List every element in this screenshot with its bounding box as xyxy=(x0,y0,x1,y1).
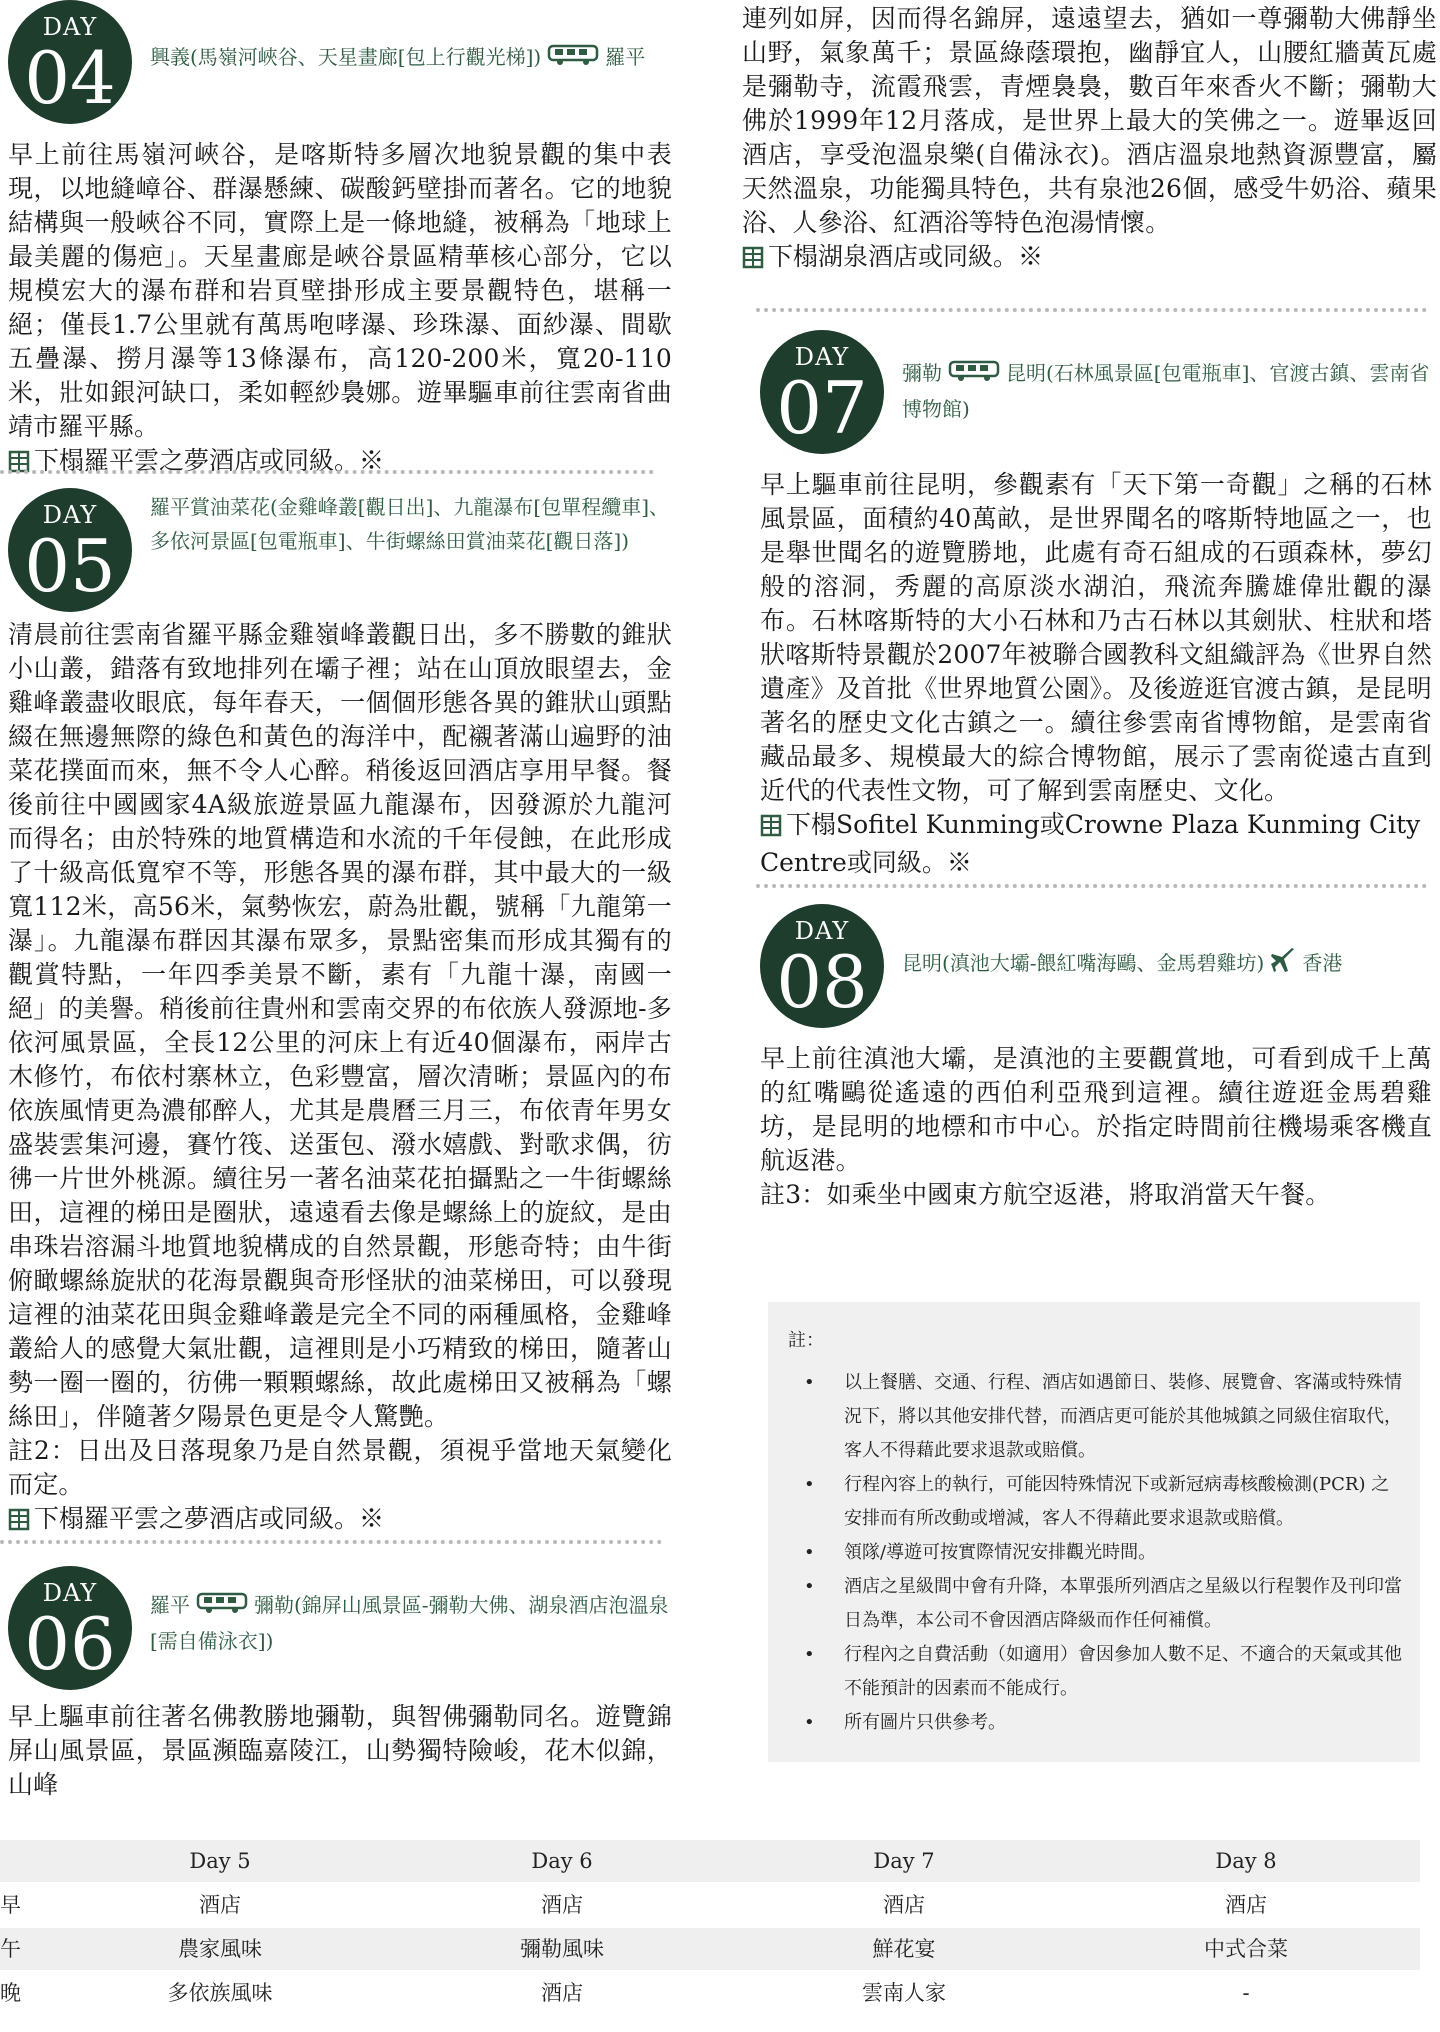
day-badge-label: DAY xyxy=(42,501,98,529)
meals-cell: 酒店 xyxy=(199,1893,241,1917)
day-06-description-part2 xyxy=(742,2,1437,240)
day-08-text: 早上前往滇池大壩，是滇池的主要觀賞地，可看到成千上萬的紅嘴鷗從遙遠的西伯利亞飛到這裡。續往遊逛金馬碧雞坊，是昆明的地標和市中心。於指定時間前往機場乘客機直航返港。 xyxy=(760,1044,1432,1175)
day-04-badge xyxy=(8,0,132,124)
day-07-hotel xyxy=(760,808,1432,880)
meals-row-label: 晚 xyxy=(0,1981,21,2005)
day-07-hotel-text: 下榻Sofitel Kunming或Crowne Plaza Kunming City Centre或同級。※ xyxy=(760,810,1421,877)
day-07-section xyxy=(752,330,1432,880)
day-07-text: 早上驅車前往昆明，參觀素有「天下第一奇觀」之稱的石林風景區，面積約40萬畝，是世界聞名的喀斯特地區之一，也是舉世聞名的遊覽勝地，此處有奇石組成的石頭森林，夢幻般的溶洞，秀麗的高原淡水湖泊，飛流奔騰雄偉壯觀的瀑布。石林喀斯特的大小石林和乃古石林以其劍狀、柱狀和塔狀喀斯特景觀於2007年被聯合國教科文組織評為《世界自然遺產》及首批《世界地質公園》。及後遊逛官渡古鎮，是昆明著名的歷史文化古鎮之一。續往參雲南省博物館，是雲南省藏品最多、規模最大的綜合博物館，展示了雲南從遠古直到近代的代表性文物，可了解到雲南歷史、文化。 xyxy=(760,470,1432,805)
meals-header-cell: Day 8 xyxy=(1215,1849,1277,1873)
day-06-badge xyxy=(8,1566,132,1690)
route-destination: 香港 xyxy=(1302,951,1343,975)
route-origin: 羅平賞油菜花(金雞峰叢[觀日出]、九龍瀑布[包單程纜車]、多依河景區[包電瓶車]、牛街螺絲田賞油菜花[觀日落]) xyxy=(150,495,670,553)
day-08-description xyxy=(760,1042,1432,1212)
day-badge-number: 07 xyxy=(776,366,868,450)
hotel-icon xyxy=(8,448,30,482)
day-05-header xyxy=(0,488,672,618)
meals-row-label: 午 xyxy=(0,1937,21,1961)
day-badge-label: DAY xyxy=(794,917,850,945)
day-badge-label: DAY xyxy=(794,343,850,371)
meals-cell: 鮮花宴 xyxy=(872,1937,936,1961)
day-badge-number: 04 xyxy=(24,36,116,120)
notes-item: • 酒店之星級間中會有升降，本單張所列酒店之星級以行程製作及刊印當日為準，本公司不會因酒店降級而作任何補償。 xyxy=(808,1570,1402,1638)
day-badge-label: DAY xyxy=(42,1579,98,1607)
day-08-badge xyxy=(760,904,884,1028)
meals-cell: 中式合菜 xyxy=(1204,1937,1288,1961)
day-06-description-part1 xyxy=(8,1700,672,1802)
day-04-hotel xyxy=(8,444,672,482)
day-04-hotel-text: 下榻羅平雲之夢酒店或同級。※ xyxy=(34,446,385,475)
day-06-section xyxy=(0,1566,672,1802)
day-07-description xyxy=(760,468,1432,808)
meals-header-cell: Day 6 xyxy=(531,1849,593,1873)
day-08-header xyxy=(752,904,1432,1034)
meals-header-cell: Day 5 xyxy=(189,1849,251,1873)
meals-cell: 彌勒風味 xyxy=(520,1937,604,1961)
day-06-hotel-text: 下榻湖泉酒店或同級。※ xyxy=(768,242,1044,271)
day-04-description xyxy=(8,138,672,444)
day-06-text-right: 連列如屏，因而得名錦屏，遠遠望去，猶如一尊彌勒大佛靜坐山野，氣象萬千；景區綠蔭環抱，幽靜宜人，山腰紅牆黃瓦處是彌勒寺，流霞飛雲，青煙裊裊，數百年來香火不斷；彌勒大佛於1999年12月落成，是世界上最大的笑佛之一。遊畢返回酒店，享受泡溫泉樂(自備泳衣)。酒店溫泉地熱資源豐富，屬天然溫泉，功能獨具特色，共有泉池26個，感受牛奶浴、蘋果浴、人參浴、紅酒浴等特色泡湯情懷。 xyxy=(742,4,1437,237)
day-07-header xyxy=(752,330,1432,460)
airplane-icon xyxy=(1270,947,1296,983)
bus-icon xyxy=(948,358,1000,392)
day-06-header xyxy=(0,1566,672,1696)
day-05-note: 註2：日出及日落現象乃是自然景觀，須視乎當地天氣變化而定。 xyxy=(8,1436,672,1499)
meals-cell: 農家風味 xyxy=(178,1937,262,1961)
route-origin: 羅平 xyxy=(150,1593,190,1617)
meals-header-row xyxy=(0,1840,1420,1882)
notes-item: • 所有圖片只供參考。 xyxy=(808,1706,1402,1740)
day-badge-number: 06 xyxy=(24,1602,116,1686)
meals-row-lunch xyxy=(0,1928,1420,1970)
section-divider xyxy=(756,308,1427,312)
meals-row-label: 早 xyxy=(0,1893,21,1917)
notes-item: • 領隊/導遊可按實際情況安排觀光時間。 xyxy=(808,1536,1402,1570)
route-destination: 羅平 xyxy=(605,45,646,69)
day-04-route xyxy=(150,40,672,76)
day-05-badge xyxy=(8,488,132,612)
hotel-icon xyxy=(760,812,782,846)
bus-icon xyxy=(196,1590,248,1624)
notes-item: • 行程內之自費活動（如適用）會因參加人數不足、不適合的天氣或其他不能預計的因素而不能成行。 xyxy=(808,1638,1402,1706)
day-08-note: 註3：如乘坐中國東方航空返港，將取消當天午餐。 xyxy=(760,1180,1331,1209)
day-08-section xyxy=(752,904,1432,1212)
day-08-route xyxy=(902,946,1432,983)
route-destination: 昆明(石林風景區[包電瓶車]、官渡古鎮、雲南省博物館) xyxy=(902,361,1430,421)
hotel-icon xyxy=(8,1506,30,1540)
hotel-icon xyxy=(742,244,764,278)
notes-list xyxy=(788,1366,1402,1740)
notes-title: 註： xyxy=(788,1330,824,1351)
day-04-text: 早上前往馬嶺河峽谷，是喀斯特多層次地貌景觀的集中表現，以地縫嶂谷、群瀑懸練、碳酸鈣壁掛而著名。它的地貌結構與一般峽谷不同，實際上是一條地縫，被稱為「地球上最美麗的傷疤」。天星畫廊是峽谷景區精華核心部分，它以規模宏大的瀑布群和岩頁壁掛形成主要景觀特色，堪稱一絕；僅長1.7公里就有萬馬咆哮瀑、珍珠瀑、面紗瀑、間歇五疊瀑、撈月瀑等13條瀑布，高120-200米，寬20-110米，壯如銀河缺口，柔如輕紗裊娜。遊畢驅車前往雲南省曲靖市羅平縣。 xyxy=(8,140,672,441)
notes-box xyxy=(768,1302,1420,1762)
meals-cell: - xyxy=(1242,1981,1250,2005)
meals-cell: 多依族風味 xyxy=(167,1981,273,2005)
route-origin: 昆明(滇池大壩-餵紅嘴海鷗、金馬碧雞坊) xyxy=(902,951,1265,975)
day-06-hotel xyxy=(742,240,1437,278)
day-06-route xyxy=(150,1588,672,1658)
day-04-header xyxy=(0,0,672,130)
day-05-description xyxy=(8,618,672,1502)
day-05-hotel xyxy=(8,1502,672,1540)
meals-row-breakfast xyxy=(0,1884,1420,1926)
day-05-section xyxy=(0,488,672,1540)
meals-row-dinner xyxy=(0,1972,1420,2014)
day-badge-number: 08 xyxy=(776,940,868,1024)
meals-cell: 酒店 xyxy=(541,1981,583,2005)
day-05-hotel-text: 下榻羅平雲之夢酒店或同級。※ xyxy=(34,1504,385,1533)
route-origin: 彌勒 xyxy=(902,361,942,385)
day-05-text: 清晨前往雲南省羅平縣金雞嶺峰叢觀日出，多不勝數的錐狀小山叢，錯落有致地排列在壩子裡；站在山頂放眼望去，金雞峰叢盡收眼底，每年春天，一個個形態各異的錐狀山頭點綴在無邊無際的綠色和黃色的海洋中，配襯著滿山遍野的油菜花撲面而來，無不令人心醉。稍後返回酒店享用早餐。餐後前往中國國家4A級旅遊景區九龍瀑布，因發源於九龍河而得名；由於特殊的地質構造和水流的千年侵蝕，在此形成了十級高低寬窄不等，形態各異的瀑布群，其中最大的一級寬112米，高56米，氣勢恢宏，蔚為壯觀，號稱「九龍第一瀑」。九龍瀑布群因其瀑布眾多，景點密集而形成其獨有的觀賞特點，一年四季美景不斷，素有「九龍十瀑，南國一絕」的美譽。稍後前往貴州和雲南交界的布依族人發源地-多依河風景區，全長12公里的河床上有近40個瀑布，兩岸古木修竹，布依村寨林立，色彩豐富，層次清晰；景區內的布依族風情更為濃郁醉人，尤其是農曆三月三，布依青年男女盛裝雲集河邊，賽竹筏、送蛋包、潑水嬉戲、對歌求偶，彷彿一片世外桃源。續往另一著名油菜花拍攝點之一牛街螺絲田，這裡的梯田是圈狀，遠遠看去像是螺絲上的旋紋，是由串珠岩溶漏斗地質地貌構成的自然景觀，形態奇特；由牛街俯瞰螺絲旋狀的花海景觀與奇形怪狀的油菜梯田，可以發現這裡的油菜花田與金雞峰叢是完全不同的兩種風格，金雞峰叢給人的感覺大氣壯觀，這裡則是小巧精致的梯田，隨著山勢一圈一圈的，彷佛一顆顆螺絲，故此處梯田又被稱為「螺絲田」，伴隨著夕陽景色更是令人驚艷。 xyxy=(8,620,672,1431)
day-05-route xyxy=(150,490,672,558)
meals-cell: 雲南人家 xyxy=(862,1981,946,2005)
section-divider xyxy=(0,470,654,474)
meals-cell: 酒店 xyxy=(1225,1893,1267,1917)
day-badge-number: 05 xyxy=(24,524,116,608)
day-07-route xyxy=(902,356,1432,426)
section-divider xyxy=(756,884,1427,888)
day-badge-label: DAY xyxy=(42,13,98,41)
section-divider xyxy=(0,1540,662,1544)
meals-cell: 酒店 xyxy=(541,1893,583,1917)
day-06-continued xyxy=(742,2,1437,278)
day-04-section xyxy=(0,0,672,482)
bus-icon xyxy=(547,42,599,76)
meals-header-cell: Day 7 xyxy=(873,1849,935,1873)
meals-cell: 酒店 xyxy=(883,1893,925,1917)
route-origin: 興義(馬嶺河峽谷、天星畫廊[包上行觀光梯]) xyxy=(150,45,542,69)
day-06-text-left: 早上驅車前往著名佛教勝地彌勒，與智佛彌勒同名。遊覽錦屏山風景區，景區瀕臨嘉陵江，山勢獨特險峻，花木似錦，山峰 xyxy=(8,1702,672,1799)
notes-item: • 以上餐膳、交通、行程、酒店如遇節日、裝修、展覽會、客滿或特殊情況下，將以其他安排代替，而酒店更可能於其他城鎮之同級住宿取代，客人不得藉此要求退款或賠償。 xyxy=(808,1366,1402,1468)
notes-item: • 行程內容上的執行，可能因特殊情況下或新冠病毒核酸檢測(PCR) 之安排而有所改動或增減，客人不得藉此要求退款或賠償。 xyxy=(808,1468,1402,1536)
route-destination: 彌勒(錦屏山風景區-彌勒大佛、湖泉酒店泡溫泉[需自備泳衣]) xyxy=(150,1593,669,1653)
day-07-badge xyxy=(760,330,884,454)
